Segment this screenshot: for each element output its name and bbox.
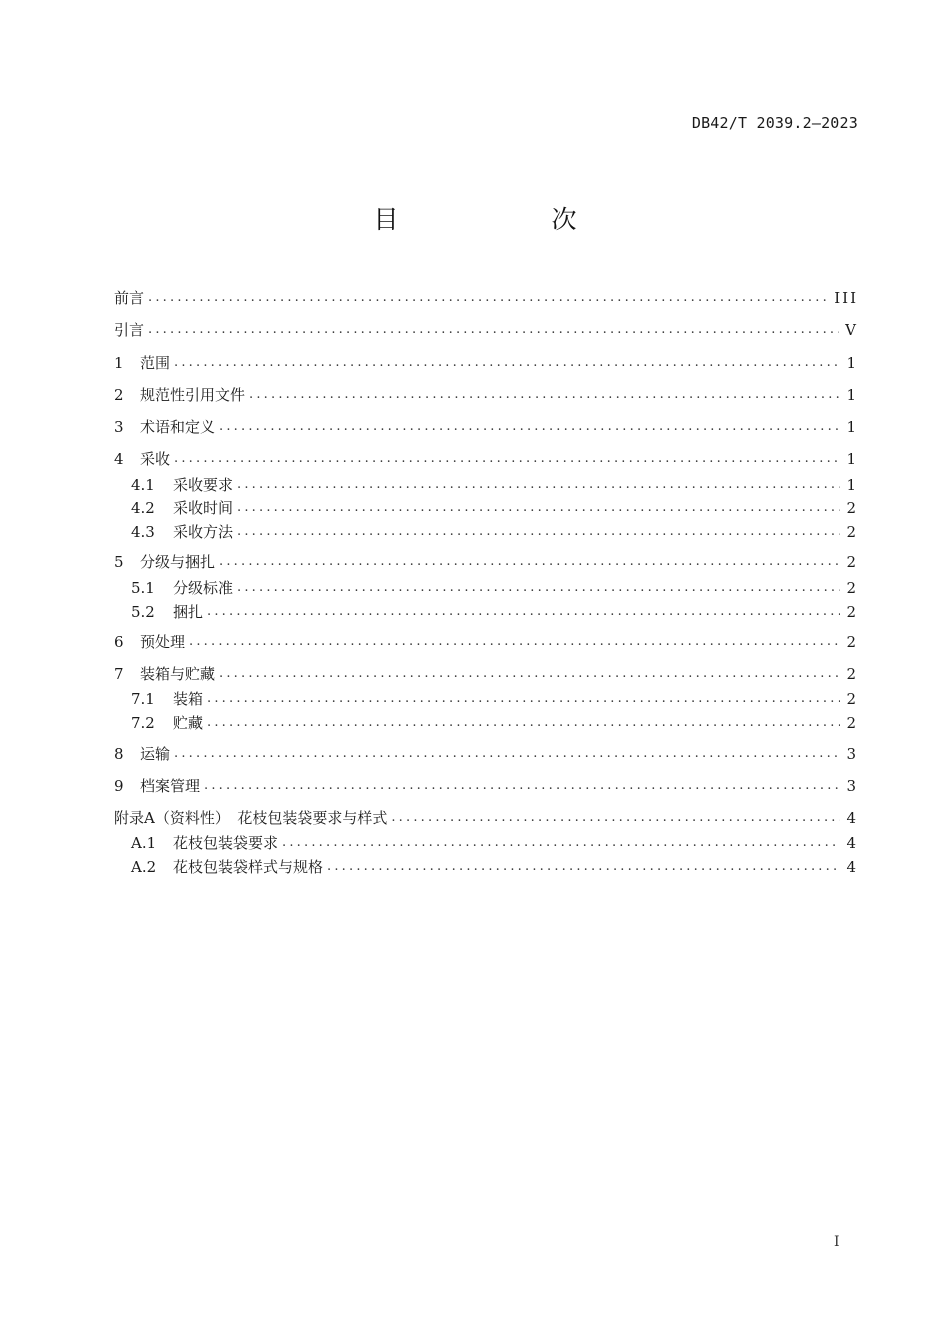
toc-page: III: [834, 289, 858, 307]
toc-number: 8: [114, 745, 124, 763]
toc-entry-4-2[interactable]: [131, 497, 858, 519]
toc-page: 2: [846, 553, 858, 571]
toc-number: 4.1: [131, 476, 155, 494]
toc-entry-3[interactable]: [114, 416, 858, 438]
toc-number: 9: [114, 777, 124, 795]
toc-number: 6: [114, 633, 124, 651]
toc-label: 花枝包装袋样式与规格: [173, 858, 324, 876]
toc-page: 2: [846, 603, 858, 621]
toc-number: 1: [114, 354, 124, 372]
toc-entry-a-1[interactable]: [131, 832, 858, 854]
toc-entry-9[interactable]: [114, 775, 858, 797]
leader-dots: [237, 497, 840, 519]
toc-label: 分级与捆扎: [140, 553, 216, 571]
leader-dots: [391, 807, 840, 829]
toc-number: 4: [114, 450, 124, 468]
footer-page-number: I: [834, 1234, 840, 1250]
toc-entry-4-3[interactable]: [131, 521, 858, 543]
toc-entry-a-2[interactable]: [131, 856, 858, 878]
leader-dots: [237, 521, 840, 543]
toc-number: 4.3: [131, 523, 155, 541]
toc-page: 2: [846, 690, 858, 708]
page-title: 目 次: [373, 205, 641, 234]
toc-page: V: [845, 321, 858, 339]
leader-dots: [189, 631, 840, 653]
leader-dots: [219, 663, 840, 685]
toc-label: 前言: [114, 289, 145, 307]
toc-label: 采收时间: [173, 499, 234, 517]
leader-dots: [219, 416, 840, 438]
toc-label: 档案管理: [140, 777, 201, 795]
toc-entry-4-1[interactable]: [131, 474, 858, 496]
toc-page: 3: [846, 745, 858, 763]
toc-label: 采收: [140, 450, 171, 468]
toc-page: 1: [846, 386, 858, 404]
toc-number: 4.2: [131, 499, 155, 517]
toc-page: 2: [846, 579, 858, 597]
leader-dots: [327, 856, 840, 878]
leader-dots: [249, 384, 840, 406]
toc-page: 2: [846, 665, 858, 683]
toc-label: 装箱: [173, 690, 204, 708]
toc-label: 引言: [114, 321, 145, 339]
toc-page: 1: [846, 354, 858, 372]
toc-label: 采收方法: [173, 523, 234, 541]
toc-page: 2: [846, 523, 858, 541]
toc-page: 1: [846, 418, 858, 436]
leader-dots: [174, 448, 840, 470]
toc-label: 规范性引用文件: [140, 386, 246, 404]
toc-label: 术语和定义: [140, 418, 216, 436]
toc-number: A.2: [131, 858, 157, 876]
leader-dots: [207, 601, 840, 623]
toc-number: 3: [114, 418, 124, 436]
toc-number: A.1: [131, 834, 157, 852]
toc-entry-5[interactable]: [114, 551, 858, 573]
toc-page: 3: [846, 777, 858, 795]
leader-dots: [148, 319, 839, 341]
toc-number: 5.2: [131, 603, 155, 621]
toc-page: 2: [846, 714, 858, 732]
leader-dots: [148, 287, 828, 309]
leader-dots: [174, 743, 840, 765]
toc-page: 1: [846, 450, 858, 468]
toc-entry-1[interactable]: [114, 352, 858, 374]
toc-entry-appendix-a[interactable]: [114, 807, 858, 829]
toc-page: 2: [846, 633, 858, 651]
toc-entry-introduction[interactable]: [114, 319, 858, 341]
toc-label: 范围: [140, 354, 171, 372]
toc-number: 5.1: [131, 579, 155, 597]
toc-label: 预处理: [140, 633, 186, 651]
leader-dots: [204, 775, 840, 797]
leader-dots: [237, 577, 840, 599]
toc-entry-foreword[interactable]: [114, 287, 858, 309]
toc-page: 2: [846, 499, 858, 517]
leader-dots: [282, 832, 840, 854]
toc-label: 运输: [140, 745, 171, 763]
standard-code: DB42/T 2039.2—2023: [691, 114, 858, 132]
toc-label: 贮藏: [173, 714, 204, 732]
toc-entry-7[interactable]: [114, 663, 858, 685]
toc-entry-8[interactable]: [114, 743, 858, 765]
leader-dots: [207, 688, 840, 710]
toc-entry-2[interactable]: [114, 384, 858, 406]
toc-number: 7: [114, 665, 124, 683]
leader-dots: [207, 712, 840, 734]
toc-entry-6[interactable]: [114, 631, 858, 653]
toc-entry-5-2[interactable]: [131, 601, 858, 623]
toc-number: 5: [114, 553, 124, 571]
toc-page: 4: [846, 858, 858, 876]
toc-label: 装箱与贮藏: [140, 665, 216, 683]
toc-number: 2: [114, 386, 124, 404]
toc-entry-7-1[interactable]: [131, 688, 858, 710]
toc-page: 4: [846, 809, 858, 827]
toc-entry-5-1[interactable]: [131, 577, 858, 599]
toc-label: 捆扎: [173, 603, 204, 621]
toc-number: 7.1: [131, 690, 155, 708]
toc-page: 1: [846, 476, 858, 494]
toc-label: 附录A（资料性） 花枝包装袋要求与样式: [114, 809, 388, 827]
toc-entry-4[interactable]: [114, 448, 858, 470]
toc-label: 分级标准: [173, 579, 234, 597]
toc-label: 采收要求: [173, 476, 234, 494]
leader-dots: [219, 551, 840, 573]
leader-dots: [237, 474, 840, 496]
toc-label: 花枝包装袋要求: [173, 834, 279, 852]
toc-number: 7.2: [131, 714, 155, 732]
toc-page: 4: [846, 834, 858, 852]
toc-entry-7-2[interactable]: [131, 712, 858, 734]
leader-dots: [174, 352, 840, 374]
